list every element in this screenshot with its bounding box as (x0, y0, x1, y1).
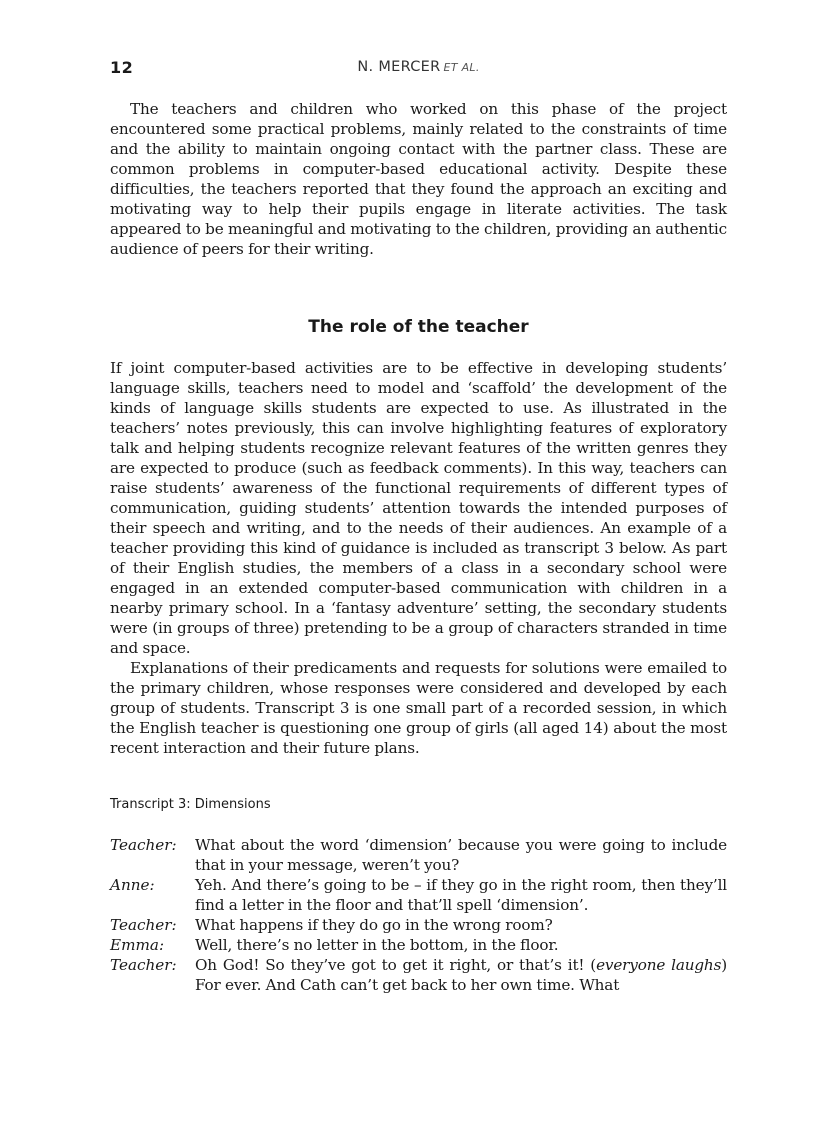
section-body (110, 358, 727, 758)
utterance: Yeh. And there’s going to be – if they go in the right room, then they’ll find a letter in the floor and that’ll spell ‘dimension’. (195, 876, 727, 914)
paragraph-intro: The teachers and children who worked on this phase of the project encountered some practical problems, mainly related to the constraints of time and the ability to maintain ongoing contact with the partner class. These are common problems in computer-based educational activity. Despite these difficulties, the teachers reported that they found the approach an exciting and motivating way to help their pupils engage in literate activities. The task appeared to be meaningful and motivating to the children, providing an authentic audience of peers for their writing. (110, 100, 727, 258)
utterance: What about the word ‘dimension’ because you were going to include that in your message, weren’t you? (195, 836, 727, 874)
speaker-label: Teacher: (110, 916, 177, 934)
utterance: What happens if they do go in the wrong room? (195, 916, 553, 934)
page-number: 12 (110, 58, 134, 77)
transcript-title: Transcript 3: Dimensions (110, 797, 271, 812)
utterance (195, 955, 727, 995)
stage-direction: everyone laughs (596, 956, 722, 974)
running-head (110, 58, 727, 80)
utterance-part: Oh God! So they’ve got to get it right, or that’s it! ( (195, 956, 597, 974)
transcript-turn (110, 875, 727, 915)
running-title-etal: ET AL. (443, 61, 480, 74)
running-title-author: N. MERCER (357, 59, 441, 75)
section-heading: The role of the teacher (308, 317, 529, 337)
transcript-turn (110, 935, 727, 955)
paragraph-role-of-teacher: If joint computer-based activities are to be effective in developing students’ language skills, teachers need to model and ‘scaffold’ the development of the kinds of language skills students are expected to use. As illustrated in the teachers’ notes previously, this can involve highlighting features of exploratory talk and helping students recognize relevant features of the written genres they are expected to produce (such as feedback comments). In this way, teachers can raise students’ awareness of the functional requirements of different types of communication, guiding students’ attention towards the intended purposes of their speech and writing, and to the needs of their audiences. An example of a teacher providing this kind of guidance is included as transcript 3 below. As part of their English studies, the members of a class in a secondary school were engaged in an extended computer-based communication with children in a nearby primary school. In a ‘fantasy adventure’ setting, the secondary students were (in groups of three) pretending to be a group of characters stranded in time and space. (110, 359, 727, 657)
speaker-label: Teacher: (110, 836, 177, 854)
transcript (110, 835, 727, 995)
paragraph-explanations: Explanations of their predicaments and requests for solutions were emailed to the primary children, whose responses were considered and developed by each group of students. Transcript 3 is one small part of a recorded session, in which the English teacher is questioning one group of girls (all aged 14) about the most recent interaction and their future plans. (110, 659, 727, 757)
transcript-turn (110, 955, 727, 995)
running-title (110, 59, 727, 75)
transcript-turn (110, 915, 727, 935)
speaker-label: Teacher: (110, 956, 177, 974)
utterance: Well, there’s no letter in the bottom, in the floor. (195, 936, 559, 954)
utterance-part: ) For ever. And Cath can’t get back to her own time. What (195, 956, 727, 994)
speaker-label: Anne: (110, 876, 155, 894)
speaker-label: Emma: (110, 936, 165, 954)
transcript-turn (110, 835, 727, 875)
